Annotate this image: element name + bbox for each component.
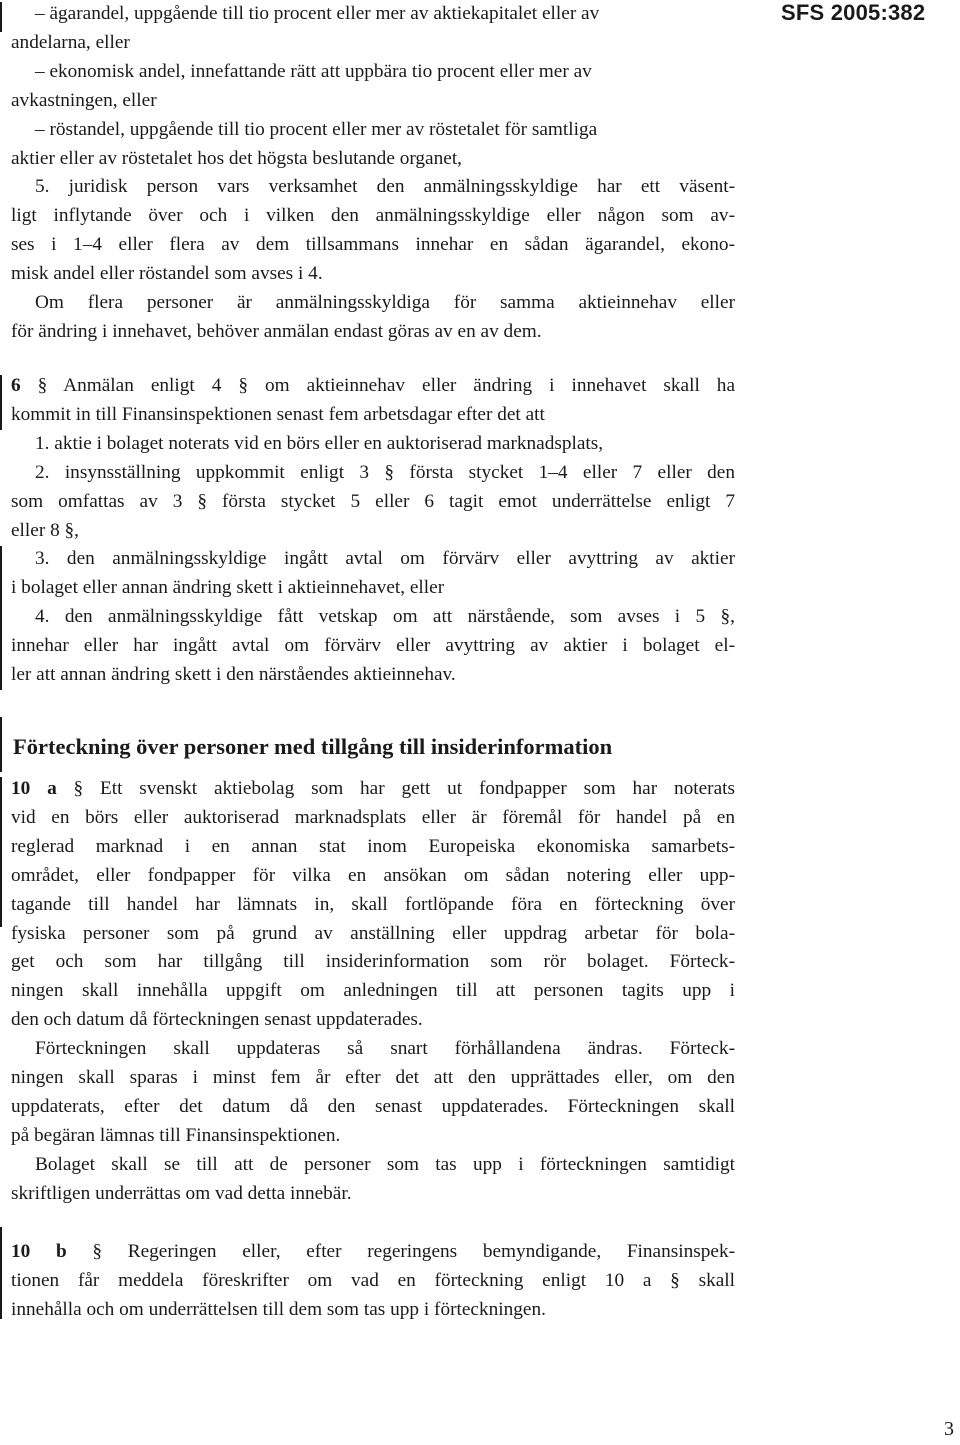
section-10b [11,1238,735,1325]
text-line: innehar eller har ingått avtal om förvärv eller avyttring av aktier i bolaget el- [11,635,735,657]
text-line: tagande till handel har lämnats in, skall fortlöpande föra en förteckning över [11,893,735,915]
change-bar [0,546,2,690]
section-6 [11,372,735,690]
text-line: området, eller fondpapper för vilka en ansökan om sådan notering eller upp- [11,864,735,886]
text-line: 5. juridisk person vars verksamhet den anmälningsskyldige har ett väsent- [35,176,735,198]
text-line: get och som har tillgång till insiderinformation som rör bolaget. Förteck- [11,951,735,973]
text-line: Bolaget skall se till att de personer som tas upp i förteckningen samtidigt [35,1153,735,1175]
text-line: tionen får meddela föreskrifter om vad en förteckning enligt 10 a § skall [11,1269,735,1291]
text-line: Om flera personer är anmälningsskyldiga för samma aktieinnehav eller [35,292,735,314]
text-line: – ägarandel, uppgående till tio procent eller mer av aktiekapitalet eller av [35,3,600,24]
text-line: på begäran lämnas till Finansinspektionen. [11,1124,341,1146]
text-fragment: Anmälan enligt 4 § om aktieinnehav eller ändring i innehavet skall ha [63,375,735,396]
section-number: 10 a [11,778,57,799]
text-line: ler att annan ändring skett i den närståendes aktieinnehav. [11,664,456,686]
page-number: 3 [944,1418,954,1440]
paragraph-sign: § [73,778,84,799]
text-line: som omfattas av 3 § första stycket 5 eller 6 tagit emot underrättelse enligt 7 [11,490,735,512]
change-bar [0,1227,2,1319]
text-line: ningen skall innehålla uppgift om anledningen till att personen tagits upp i [11,980,735,1002]
text-line: ningen skall sparas i minst fem år efter det att den upprättades eller, om den [11,1067,735,1089]
text-line: – ekonomisk andel, innefattande rätt att uppbära tio procent eller mer av [35,60,592,82]
text-line: aktier eller av röstetalet hos det högsta beslutande organet, [11,147,462,169]
text-line: Förteckningen skall uppdateras så snart förhållandena ändras. Förteck- [35,1038,735,1060]
text-line: innehålla och om underrättelsen till dem som tas upp i förteckningen. [11,1298,546,1320]
change-bar [0,375,2,430]
text-line: i bolaget eller annan ändring skett i aktieinnehavet, eller [11,577,445,599]
section-number: 6 [11,375,21,396]
text-line: ligt inflytande över och i vilken den anmälningsskyldige eller någon som av- [11,205,735,227]
text-line: fysiska personer som på grund av anställning eller uppdrag arbetar för bola- [11,922,735,944]
text-line: misk andel eller röstandel som avses i 4. [11,263,323,285]
text-line: eller 8 §, [11,519,79,541]
change-bar [0,717,2,772]
text-line: 1. aktie i bolaget noterats vid en börs eller en auktoriserad marknadsplats, [35,432,604,454]
text-line: – röstandel, uppgående till tio procent eller mer av röstetalet för samtliga [35,118,598,140]
section-10a [11,775,735,1209]
change-bar [0,777,2,927]
text-line: skriftligen underrättas om vad detta innebär. [11,1182,352,1204]
list-block [11,0,735,347]
text-line: uppdaterats, efter det datum då den senast uppdaterades. Förteckningen skall [11,1095,735,1117]
text-line: avkastningen, eller [11,89,157,111]
paragraph-sign: § [37,375,48,396]
text-line: för ändring i innehavet, behöver anmälan endast göras av en av dem. [11,320,542,342]
text-fragment: Ett svenskt aktiebolag som har gett ut fondpapper som har noterats [100,778,735,799]
text-line: 3. den anmälningsskyldige ingått avtal om förvärv eller avyttring av aktier [35,548,735,570]
text-line: ses i 1–4 eller flera av dem tillsammans innehar en sådan ägarandel, ekono- [11,234,735,256]
text-line: kommit in till Finansinspektionen senast fem arbetsdagar efter det att [11,403,545,425]
text-line: den och datum då förteckningen senast uppdaterades. [11,1009,423,1031]
section-heading: Förteckning över personer med tillgång till insiderinformation [13,734,613,759]
change-bar [0,2,2,32]
paragraph-sign: § [92,1241,103,1262]
text-line: reglerad marknad i en annan stat inom Europeiska ekonomiska samarbets- [11,835,735,857]
text-fragment: Regeringen eller, efter regeringens bemyndigande, Finansinspek- [127,1241,736,1262]
section-first-line [11,1238,735,1267]
text-line: 4. den anmälningsskyldige fått vetskap om att närstående, som avses i 5 §, [35,606,735,628]
text-line: 2. insynsställning uppkommit enligt 3 § första stycket 1–4 eller 7 eller den [35,461,735,483]
text-line: vid en börs eller auktoriserad marknadsplats eller är föremål för handel på en [11,806,735,828]
section-first-line [11,775,735,804]
section-first-line [11,372,735,401]
section-number: 10 b [11,1241,67,1262]
text-line: andelarna, eller [11,31,130,53]
sfs-reference: SFS 2005:382 [781,0,926,25]
